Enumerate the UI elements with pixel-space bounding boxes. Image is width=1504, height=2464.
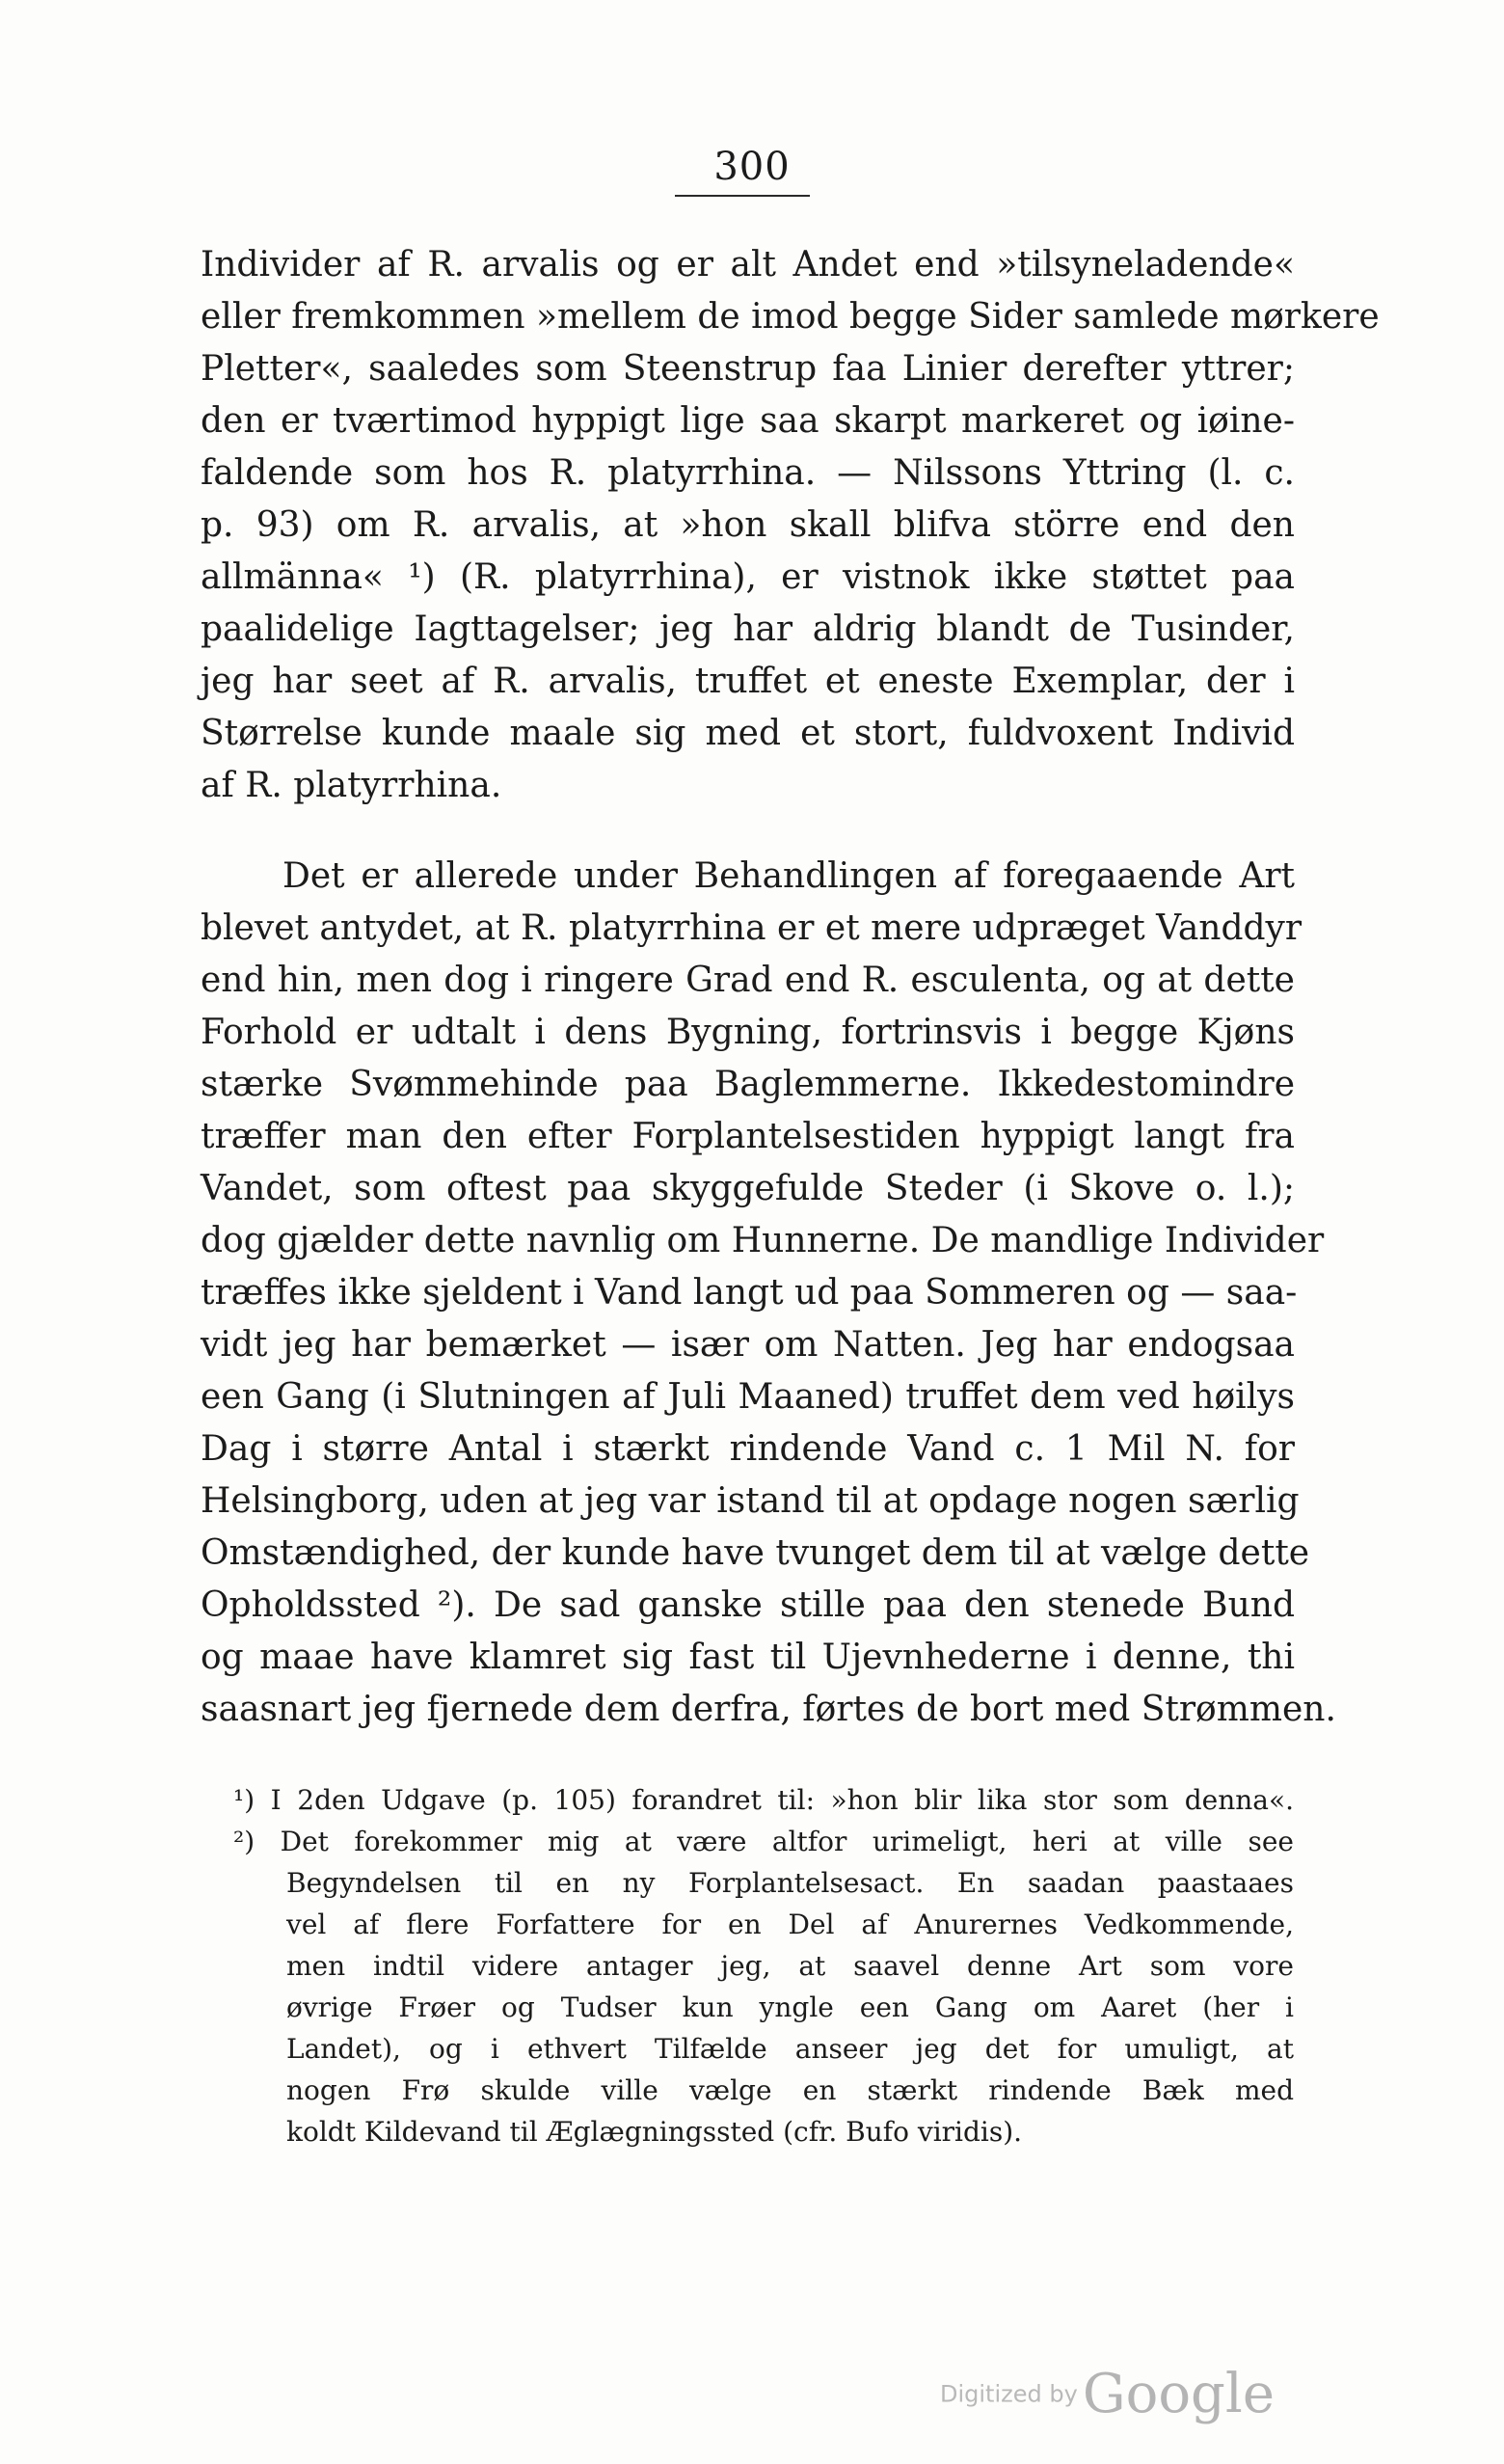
watermark-prefix: Digitized by bbox=[940, 2380, 1078, 2408]
text-line: saasnart jeg fjernede dem derfra, førtes de bort med Strømmen. bbox=[201, 1690, 1336, 1729]
footnotes bbox=[233, 1779, 1294, 2153]
text-line: og maae have klamret sig fast til Ujevnhederne i denne, thi bbox=[201, 1638, 1295, 1677]
text-line: end hin, men dog i ringere Grad end R. esculenta, og at dette bbox=[201, 961, 1295, 1000]
footnote-2: ²) Det forekommer mig at være altfor urimeligt, heri at ville see bbox=[233, 1826, 1294, 1857]
footnote-line: men indtil videre antager jeg, at saavel denne Art som vore bbox=[286, 1950, 1294, 1982]
text-line: den er tværtimod hyppigt lige saa skarpt markeret og iøine- bbox=[201, 401, 1295, 441]
google-logo: Google bbox=[1082, 2363, 1275, 2425]
text-line: Opholdssted ²). De sad ganske stille paa den stenede Bund bbox=[201, 1585, 1295, 1625]
text-line: Individer af R. arvalis og er alt Andet end »tilsyneladende« bbox=[201, 245, 1295, 284]
text-line: Størrelse kunde maale sig med et stort, fuldvoxent Individ bbox=[201, 714, 1295, 753]
footnote-line: vel af flere Forfattere for en Del af Anurernes Vedkommende, bbox=[286, 1909, 1294, 1940]
text-line: allmänna« ¹) (R. platyrrhina), er vistnok ikke støttet paa bbox=[201, 557, 1295, 597]
text-line: p. 93) om R. arvalis, at »hon skall blifva större end den bbox=[201, 505, 1295, 545]
page-number-rule bbox=[675, 195, 810, 197]
text-line: faldende som hos R. platyrrhina. — Nilssons Yttring (l. c. bbox=[201, 453, 1295, 493]
text-line: af R. platyrrhina. bbox=[201, 766, 502, 805]
text-line: blevet antydet, at R. platyrrhina er et mere udpræget Vanddyr bbox=[201, 908, 1303, 948]
text-line: eller fremkommen »mellem de imod begge Sider samlede mørkere bbox=[201, 297, 1380, 337]
page-number: 300 bbox=[713, 145, 791, 189]
digitized-by-google-watermark bbox=[940, 2363, 1275, 2425]
text-line: Det er allerede under Behandlingen af foregaaende Art bbox=[282, 856, 1295, 896]
text-line: Forhold er udtalt i dens Bygning, fortrinsvis i begge Kjøns bbox=[201, 1013, 1295, 1052]
text-line: træffes ikke sjeldent i Vand langt ud paa Sommeren og — saa- bbox=[201, 1273, 1298, 1313]
text-line: Omstændighed, der kunde have tvunget dem til at vælge dette bbox=[201, 1533, 1310, 1573]
text-line: træffer man den efter Forplantelsestiden hyppigt langt fra bbox=[201, 1117, 1295, 1156]
footnote-line: koldt Kildevand til Æglægningssted (cfr. Bufo viridis). bbox=[286, 2116, 1023, 2148]
text-line: Dag i større Antal i stærkt rindende Vand c. 1 Mil N. for bbox=[201, 1429, 1295, 1469]
text-line: paalidelige Iagttagelser; jeg har aldrig blandt de Tusinder, bbox=[201, 609, 1295, 649]
text-line: dog gjælder dette navnlig om Hunnerne. De mandlige Individer bbox=[201, 1221, 1325, 1260]
text-line: vidt jeg har bemærket — især om Natten. Jeg har endogsaa bbox=[201, 1325, 1295, 1365]
footnote-line: nogen Frø skulde ville vælge en stærkt rindende Bæk med bbox=[286, 2074, 1294, 2106]
footnote-line: øvrige Frøer og Tudser kun yngle een Gang om Aaret (her i bbox=[286, 1991, 1294, 2023]
text-line: Pletter«, saaledes som Steenstrup faa Linier derefter yttrer; bbox=[201, 349, 1295, 389]
paragraph-2 bbox=[201, 851, 1336, 1736]
footnote-line: Landet), og i ethvert Tilfælde anseer jeg det for umuligt, at bbox=[286, 2033, 1294, 2065]
text-line: stærke Svømmehinde paa Baglemmerne. Ikkedestomindre bbox=[201, 1065, 1295, 1104]
paragraph-1 bbox=[201, 239, 1380, 812]
footnote-1: ¹) I 2den Udgave (p. 105) forandret til: »hon blir lika stor som denna«. bbox=[233, 1784, 1294, 1816]
text-line: een Gang (i Slutningen af Juli Maaned) truffet dem ved høilys bbox=[201, 1377, 1295, 1417]
footnote-line: Begyndelsen til en ny Forplantelsesact. En saadan paastaaes bbox=[286, 1867, 1294, 1899]
text-line: Helsingborg, uden at jeg var istand til at opdage nogen særlig bbox=[201, 1481, 1300, 1521]
text-line: jeg har seet af R. arvalis, truffet et eneste Exemplar, der i bbox=[201, 662, 1295, 701]
text-line: Vandet, som oftest paa skyggefulde Steder (i Skove o. l.); bbox=[201, 1169, 1295, 1208]
